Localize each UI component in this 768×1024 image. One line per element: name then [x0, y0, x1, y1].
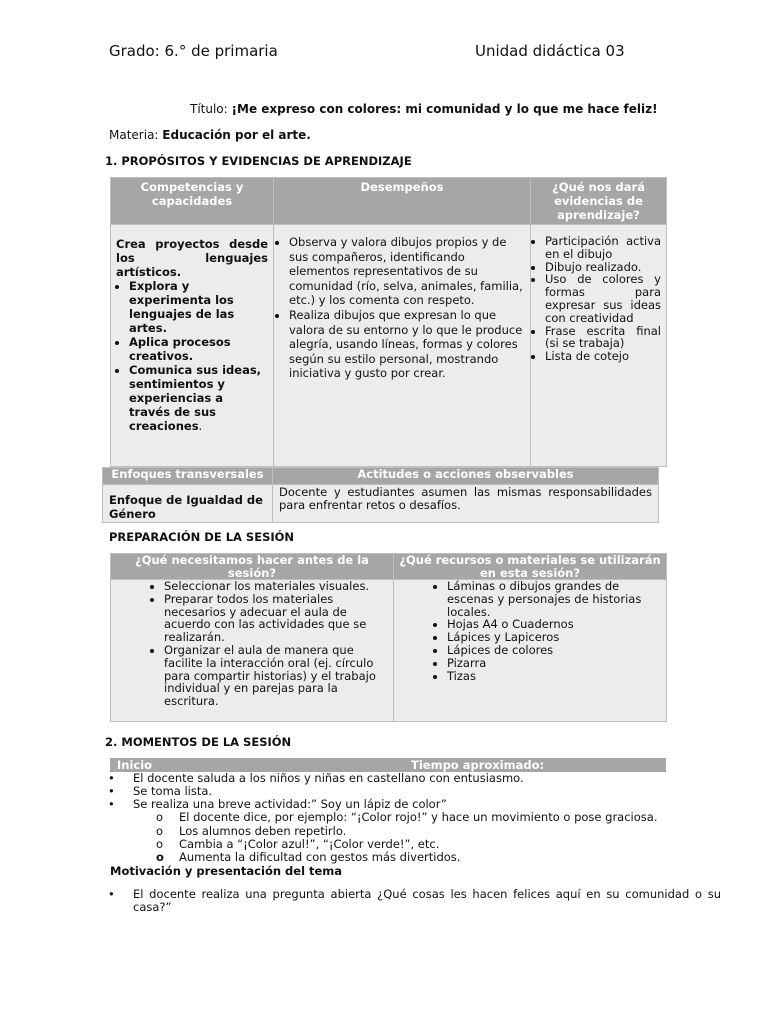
approach-cell: Enfoque de Igualdad de Género — [103, 485, 273, 523]
list-item: • Realiza dibujos que expresan lo que valora de su entorno y lo que le produce alegría, usando líneas, formas y colores según su estilo personal, mostrando iniciativa y gusto por crear. — [289, 308, 525, 381]
subject-text: Educación por el arte. — [162, 128, 311, 142]
resources-list — [399, 580, 661, 682]
preparation-heading: PREPARACIÓN DE LA SESIÓN — [109, 530, 295, 544]
header-approaches: Enfoques transversales — [103, 468, 273, 485]
list-item: • Organizar el aula de manera que facilite la interacción oral (ej. círculo para compartir historias) y el trabajo individual y en parejas para la escritura. — [164, 644, 388, 708]
header-before-session: ¿Qué necesitamos hacer antes de la sesión? — [111, 554, 394, 580]
list-item: • Comunica sus ideas, sentimientos y experiencias a través de sus creaciones. — [129, 363, 268, 433]
start-label: Inicio — [117, 758, 153, 772]
header-resources: ¿Qué recursos o materiales se utilizarán en esta sesión? — [394, 554, 667, 580]
list-item: • Uso de colores y formas para expresar sus ideas con creatividad — [545, 273, 661, 324]
section-2-heading: 2. MOMENTOS DE LA SESIÓN — [105, 735, 292, 749]
list-item: • Tizas — [447, 670, 661, 683]
list-item: • Pizarra — [447, 657, 661, 670]
list-item: • Participación activa en el dibujo — [545, 235, 661, 261]
list-item: • Explora y experimenta los lenguajes de las artes. — [129, 279, 268, 335]
circle-bullet-icon: o — [156, 850, 164, 864]
title-line — [190, 102, 658, 116]
section-1-heading: 1. PROPÓSITOS Y EVIDENCIAS DE APRENDIZAJE — [105, 154, 412, 168]
header-attitudes: Actitudes o acciones observables — [273, 468, 659, 485]
list-item: • Lista de cotejo — [545, 350, 661, 363]
bullet-icon: • — [108, 771, 115, 785]
list-item: • Dibujo realizado. — [545, 261, 661, 274]
list-item: Cambia a “¡Color azul!”, “¡Color verde!”, etc. — [179, 837, 440, 851]
list-item: El docente realiza una pregunta abierta ¿Qué cosas les hacen felices aquí en su comunidad o su casa?” — [133, 887, 721, 914]
attitude-cell: Docente y estudiantes asumen las mismas responsabilidades para enfrentar retos o desafíos. — [273, 485, 659, 523]
capacities-list — [116, 279, 268, 433]
list-item: • Seleccionar los materiales visuales. — [164, 580, 388, 593]
resources-cell — [394, 580, 667, 722]
list-item: El docente saluda a los niños y niñas en castellano con entusiasmo. — [133, 771, 524, 785]
bullet-icon: • — [108, 784, 115, 798]
evidences-cell — [531, 225, 667, 467]
title-text: ¡Me expreso con colores: mi comunidad y lo que me hace feliz! — [231, 102, 658, 116]
list-item: • Frase escrita final (si se trabaja) — [545, 325, 661, 351]
list-item: Los alumnos deben repetirlo. — [179, 824, 347, 838]
list-item: • Lápices de colores — [447, 644, 661, 657]
motivation-heading: Motivación y presentación del tema — [110, 864, 343, 878]
before-session-cell — [111, 580, 394, 722]
evidences-list — [536, 235, 661, 363]
list-item: • Aplica procesos creativos. — [129, 335, 268, 363]
list-item: • Observa y valora dibujos propios y de sus compañeros, identificando elementos representativos de su comunidad (río, selva, animales, familia, etc.) y los comenta con respeto. — [289, 235, 525, 308]
competencies-cell — [111, 225, 274, 467]
preparation-table — [110, 553, 667, 722]
subject-line — [109, 128, 311, 142]
list-item: Se toma lista. — [133, 784, 213, 798]
list-item: • Lápices y Lapiceros — [447, 631, 661, 644]
list-item: Aumenta la dificultad con gestos más divertidos. — [179, 850, 461, 864]
bullet-icon: • — [108, 887, 115, 901]
list-item: El docente dice, por ejemplo: “¡Color rojo!” y hace un movimiento o pose graciosa. — [179, 810, 658, 824]
before-session-list — [116, 580, 388, 708]
grade-label: Grado: 6.° de primaria — [109, 42, 278, 60]
subject-label: Materia: — [109, 128, 159, 142]
performances-cell — [274, 225, 531, 467]
header-evidences: ¿Qué nos dará evidencias de aprendizaje? — [531, 178, 667, 225]
circle-bullet-icon: o — [156, 824, 164, 838]
competence-title: Crea proyectos desde los lenguajes artísticos. — [116, 237, 268, 279]
performances-list — [279, 235, 525, 381]
time-label: Tiempo aproximado: — [411, 758, 545, 772]
title-label: Título: — [190, 102, 228, 116]
list-item: Se realiza una breve actividad:” Soy un lápiz de color” — [133, 797, 447, 811]
list-item: • Láminas o dibujos grandes de escenas y personajes de historias locales. — [447, 580, 661, 618]
header-competencies: Competencias y capacidades — [111, 178, 274, 225]
list-item: • Preparar todos los materiales necesarios y adecuar el aula de acuerdo con las actividades que se realizarán. — [164, 593, 388, 644]
moments-bar — [110, 758, 666, 772]
circle-bullet-icon: o — [156, 837, 164, 851]
approaches-table — [102, 467, 659, 523]
bullet-icon: • — [108, 797, 115, 811]
list-item: • Hojas A4 o Cuadernos — [447, 618, 661, 631]
header-performances: Desempeños — [274, 178, 531, 225]
unit-label: Unidad didáctica 03 — [475, 42, 625, 60]
purposes-table — [110, 177, 667, 467]
circle-bullet-icon: o — [156, 810, 164, 824]
